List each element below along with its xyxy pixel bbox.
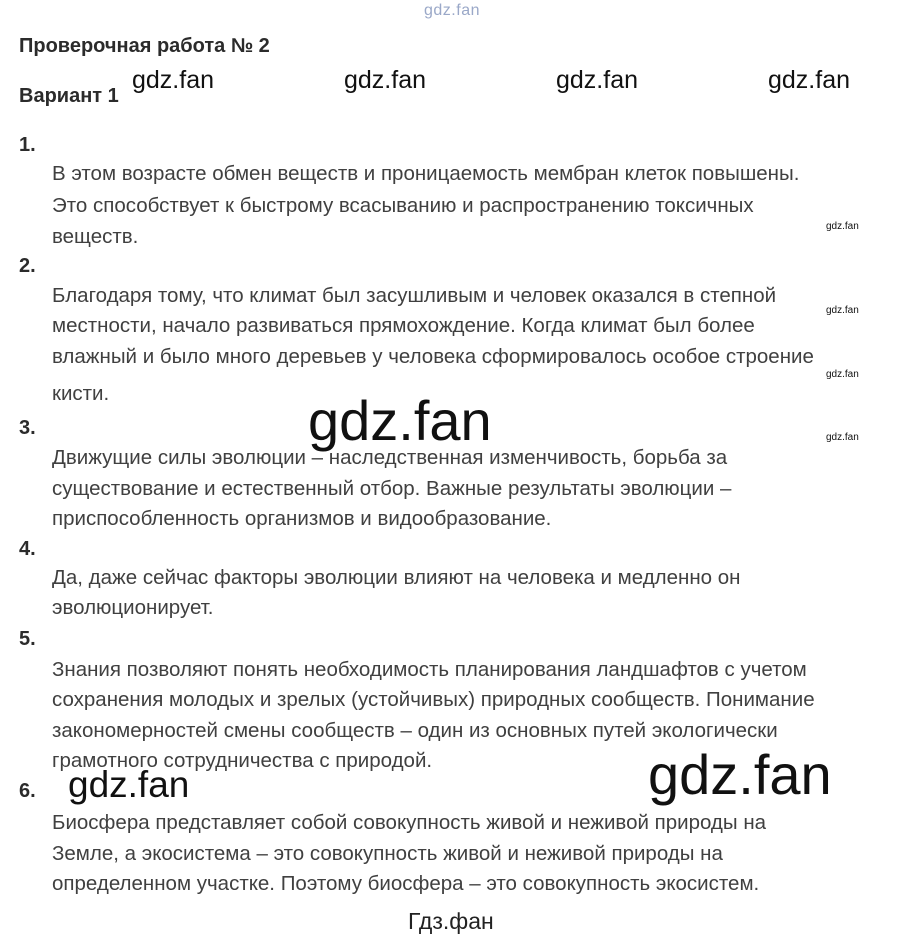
answer-line: кисти. [52, 382, 110, 405]
watermark-small: gdz.fan [826, 369, 859, 380]
answer-line: Это способствует к быстрому всасыванию и распространению токсичных [52, 194, 754, 217]
top-watermark: gdz.fan [424, 2, 480, 19]
answer-line: Движущие силы эволюции – наследственная изменчивость, борьба за [52, 446, 728, 469]
answer-number: 6. [19, 780, 36, 802]
answer-line: существование и естественный отбор. Важные результаты эволюции – [52, 477, 732, 500]
answer-line: грамотного сотрудничества с природой. [52, 749, 433, 772]
watermark-small: gdz.fan [826, 432, 859, 443]
answer-line: веществ. [52, 225, 139, 248]
watermark-large: gdz.fan [308, 389, 492, 452]
answer-number: 5. [19, 628, 36, 650]
answer-line: определенном участке. Поэтому биосфера – это совокупность экосистем. [52, 872, 760, 895]
answer-line: Да, даже сейчас факторы эволюции влияют на человека и медленно он [52, 566, 741, 589]
answer-line: сохранения молодых и зрелых (устойчивых) природных сообществ. Понимание [52, 688, 815, 711]
answer-number: 3. [19, 417, 36, 439]
answer-number: 4. [19, 538, 36, 560]
answer-line: Земле, а экосистема – это совокупность живой и неживой природы на [52, 842, 723, 865]
watermark-small: gdz.fan [826, 221, 859, 232]
watermark-small: gdz.fan [826, 305, 859, 316]
footer-watermark: Гдз.фан [408, 908, 494, 934]
variant-heading: Вариант 1 [19, 85, 119, 107]
answer-line: местности, начало развиваться прямохождение. Когда климат был более [52, 314, 755, 337]
watermark: gdz.fan [768, 66, 851, 94]
answer-number: 2. [19, 255, 36, 277]
answer-line: В этом возрасте обмен веществ и проницаемость мембран клеток повышены. [52, 162, 800, 185]
answer-line: закономерностей смены сообществ – один из основных путей экологически [52, 719, 778, 742]
answer-line: эволюционирует. [52, 596, 214, 619]
watermark: gdz.fan [556, 66, 639, 94]
answer-line: Биосфера представляет собой совокупность живой и неживой природы на [52, 811, 767, 834]
answer-line: Знания позволяют понять необходимость планирования ландшафтов с учетом [52, 658, 807, 681]
answer-line: влажный и было много деревьев у человека сформировалось особое строение [52, 345, 814, 368]
watermark: gdz.fan [132, 66, 215, 94]
watermark-large: gdz.fan [68, 764, 190, 805]
answer-line: приспособленность организмов и видообразование. [52, 507, 552, 530]
answer-number: 1. [19, 134, 36, 156]
page-title: Проверочная работа № 2 [19, 35, 270, 57]
watermark-large: gdz.fan [648, 743, 832, 806]
watermark: gdz.fan [344, 66, 427, 94]
answer-line: Благодаря тому, что климат был засушливым и человек оказался в степной [52, 284, 777, 307]
